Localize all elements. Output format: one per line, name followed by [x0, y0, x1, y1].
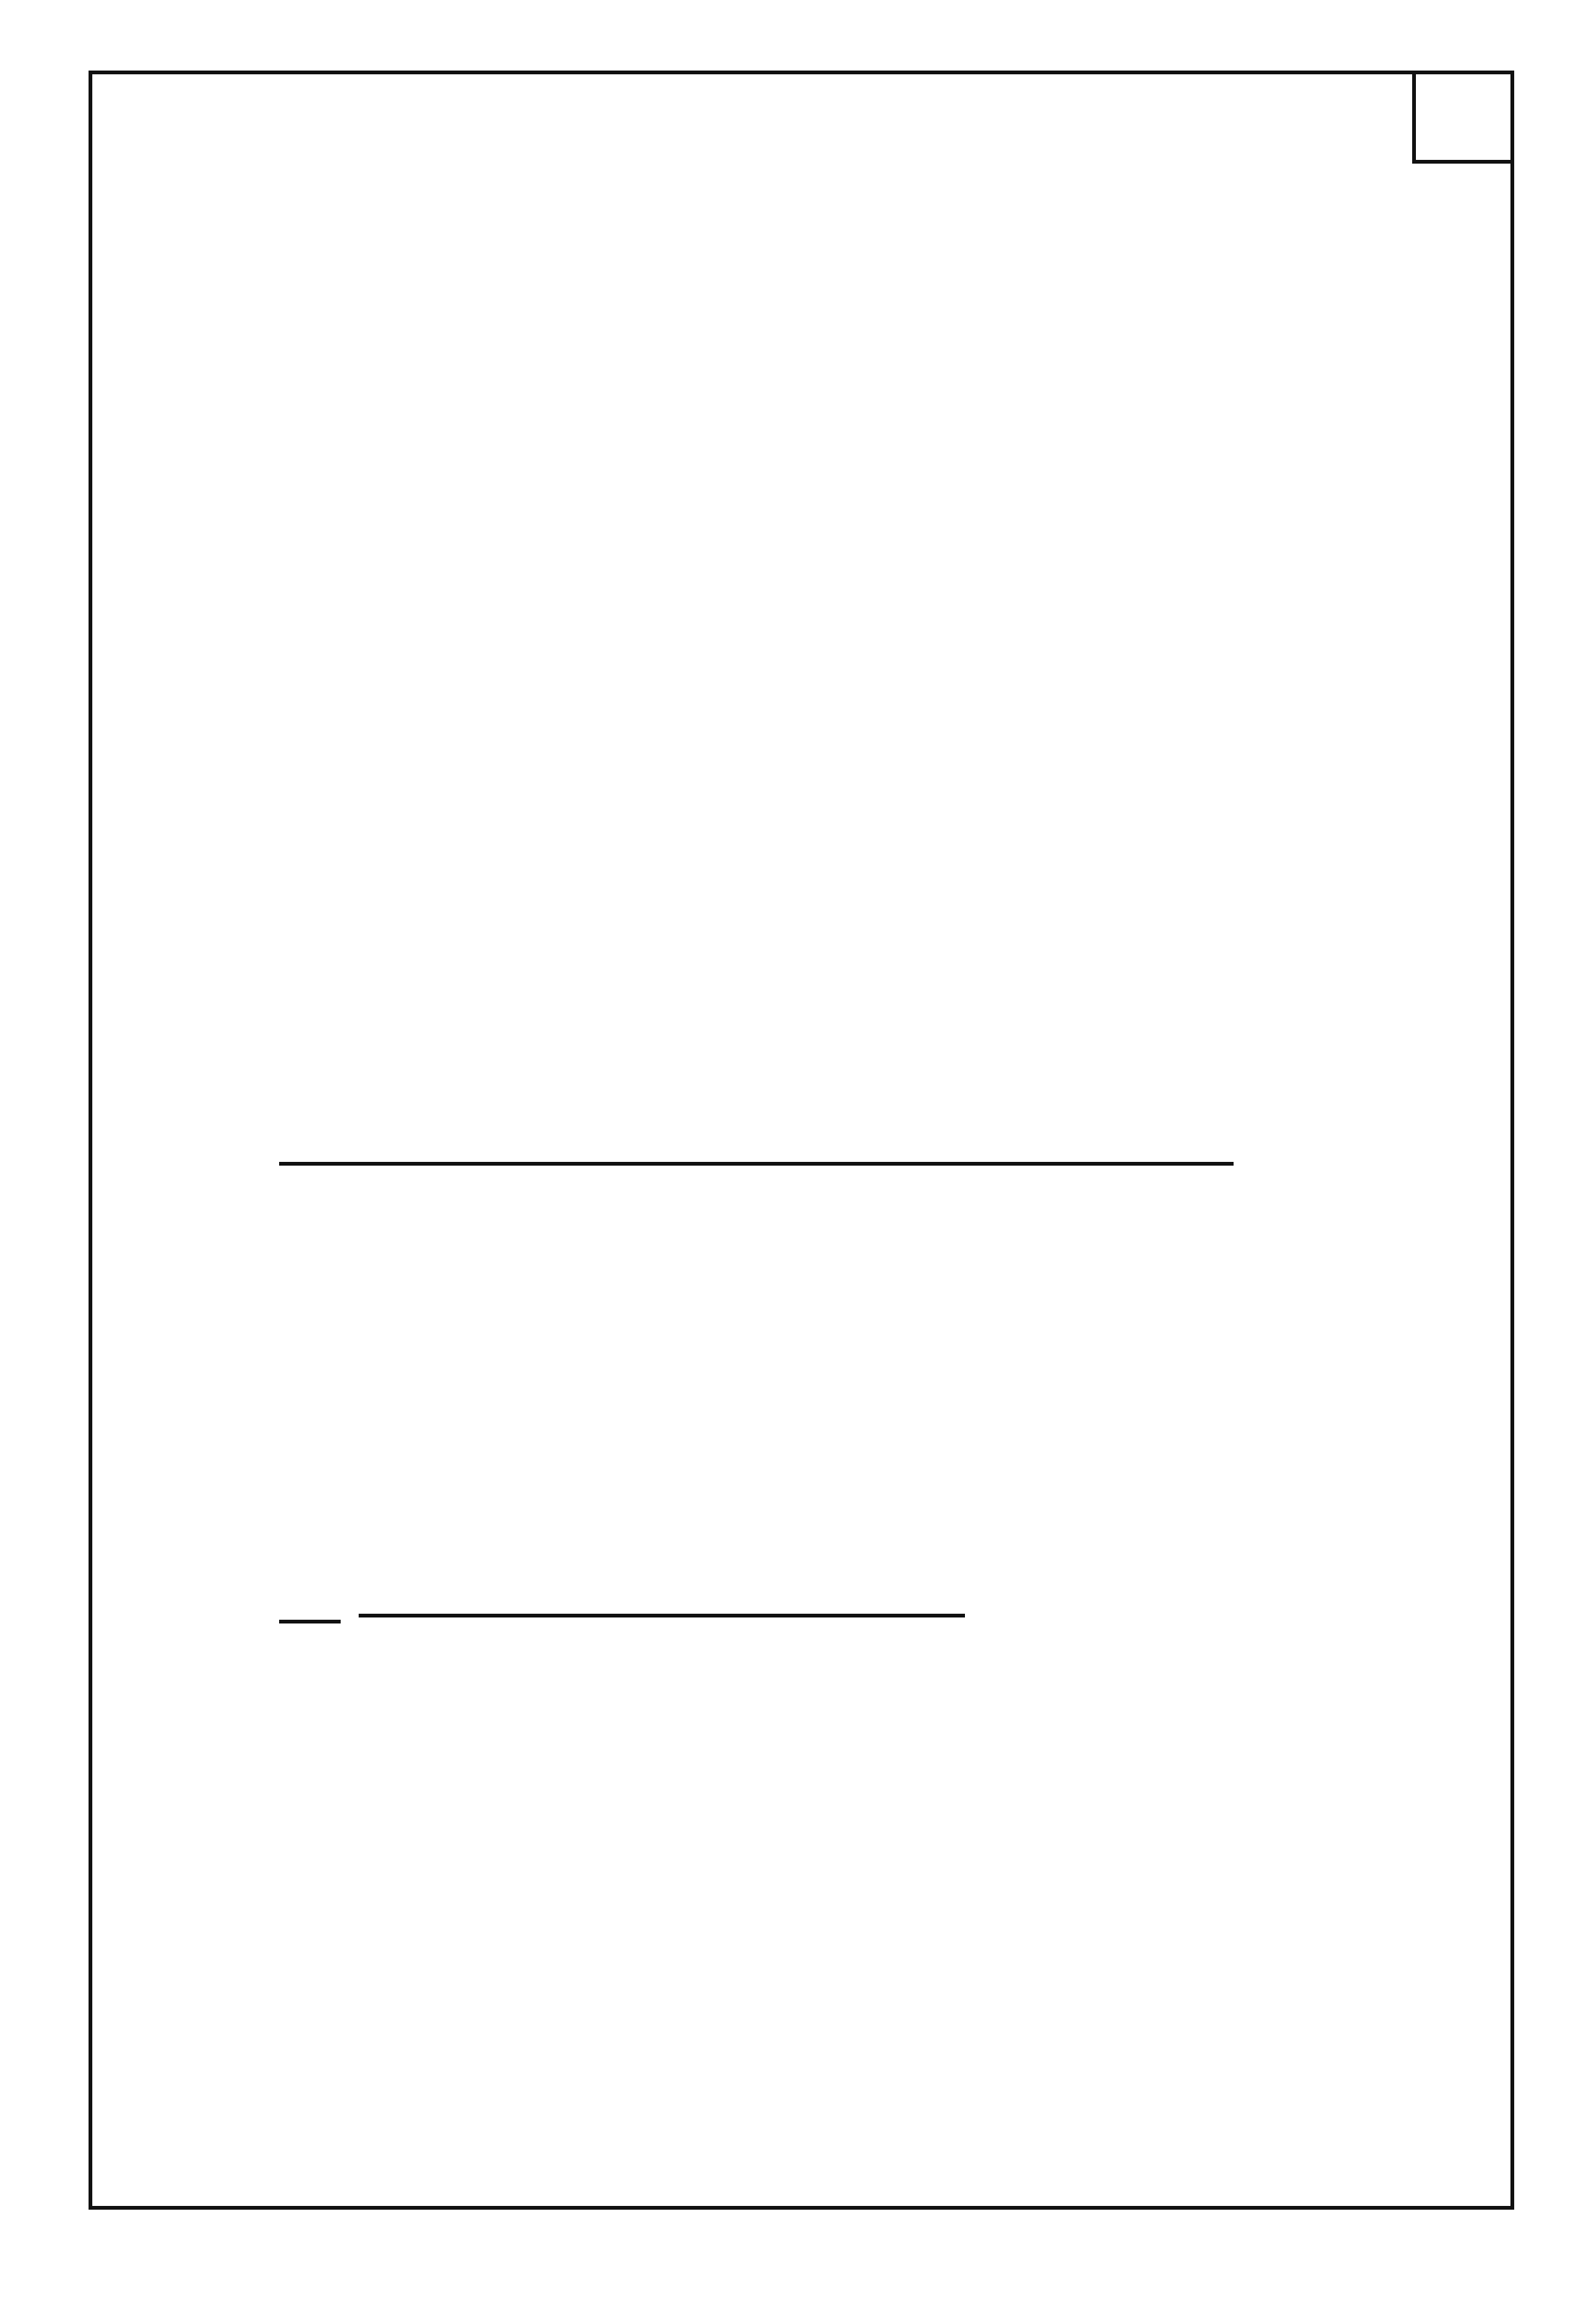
page-number-box	[1412, 71, 1514, 164]
section-2-heading	[279, 1081, 293, 1148]
section-3-numeral-underline	[279, 1620, 341, 1623]
section-3-underline	[359, 1614, 965, 1617]
drawing-frame	[89, 71, 1514, 2210]
section-3-heading	[279, 1531, 293, 1615]
section-2-underline	[279, 1162, 1234, 1166]
